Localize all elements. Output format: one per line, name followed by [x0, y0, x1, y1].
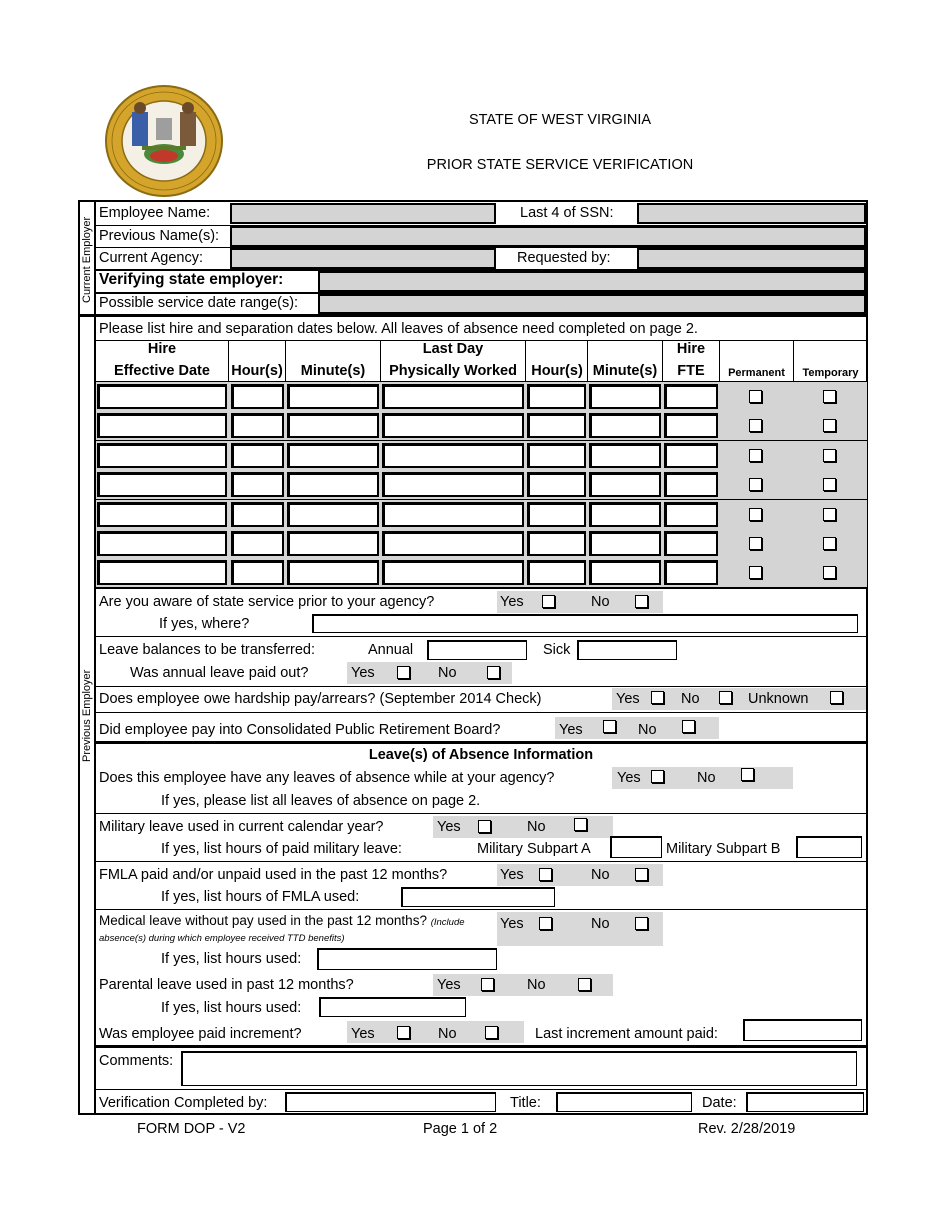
hire-date-input[interactable]	[97, 472, 227, 497]
hire-date-input[interactable]	[97, 560, 227, 585]
medical-yes-label: Yes	[500, 916, 524, 932]
fte-input[interactable]	[664, 502, 718, 527]
hardship-yes-checkbox[interactable]	[651, 691, 664, 704]
current-employer-side-label: Current Employer	[81, 216, 93, 303]
last-day-input[interactable]	[382, 531, 524, 556]
permanent-checkbox[interactable]	[749, 478, 762, 491]
last-day-input[interactable]	[382, 384, 524, 409]
hire-hours-input[interactable]	[231, 531, 284, 556]
col-hours-2: Hour(s)	[531, 363, 583, 379]
employee-name-field[interactable]	[230, 203, 496, 224]
medical-question-text: Medical leave without pay used in the past 12 months?	[99, 913, 427, 928]
aware-yes-checkbox[interactable]	[542, 595, 555, 608]
any-leave-question: Does this employee have any leaves of absence while at your agency?	[99, 770, 555, 786]
comments-field[interactable]	[181, 1051, 857, 1086]
last-minutes-input[interactable]	[589, 531, 661, 556]
hire-hours-input[interactable]	[231, 413, 284, 438]
subpart-b-label: Military Subpart B	[666, 841, 781, 857]
any-leave-yes-checkbox[interactable]	[651, 770, 664, 783]
completed-by-field[interactable]	[285, 1092, 496, 1112]
permanent-checkbox[interactable]	[749, 566, 762, 579]
temporary-checkbox[interactable]	[823, 508, 836, 521]
temporary-checkbox[interactable]	[823, 478, 836, 491]
medical-hours-field[interactable]	[317, 948, 497, 970]
annual-paid-out-question: Was annual leave paid out?	[130, 665, 309, 681]
aware-yes-label: Yes	[500, 594, 524, 610]
last-day-input[interactable]	[382, 413, 524, 438]
previous-employer-side-label: Previous Employer	[81, 669, 93, 762]
col-last-day-top: Last Day	[422, 341, 484, 357]
military-question: Military leave used in current calendar year?	[99, 819, 384, 835]
form-title: PRIOR STATE SERVICE VERIFICATION	[426, 157, 694, 173]
ssn-field[interactable]	[637, 203, 866, 224]
increment-yes-label: Yes	[351, 1026, 375, 1042]
state-seal	[104, 84, 224, 198]
fte-input[interactable]	[664, 560, 718, 585]
col-minutes-1: Minute(s)	[300, 363, 366, 379]
annual-label: Annual	[368, 642, 414, 658]
date-label: Date:	[702, 1095, 737, 1111]
hire-minutes-input[interactable]	[287, 472, 379, 497]
medical-note-1: (Include	[430, 917, 465, 928]
col-last-day-worked: Physically Worked	[389, 363, 517, 379]
last-minutes-input[interactable]	[589, 413, 661, 438]
leaves-heading: Leave(s) of Absence Information	[368, 747, 594, 763]
medical-note-2: absence(s) during which employee received TTD benefits)	[99, 933, 345, 944]
cprb-yes-checkbox[interactable]	[603, 720, 616, 733]
state-name: STATE OF WEST VIRGINIA	[468, 112, 652, 128]
col-temporary: Temporary	[802, 367, 859, 379]
parental-hours-label: If yes, list hours used:	[161, 1000, 302, 1016]
increment-no-label: No	[438, 1026, 457, 1042]
increment-no-checkbox[interactable]	[485, 1026, 498, 1039]
hardship-yes-label: Yes	[616, 691, 640, 707]
military-yes-label: Yes	[437, 819, 461, 835]
hire-hours-input[interactable]	[231, 384, 284, 409]
cprb-yes-label: Yes	[559, 722, 583, 738]
permanent-checkbox[interactable]	[749, 537, 762, 550]
medical-hours-label: If yes, list hours used:	[161, 951, 302, 967]
fte-input[interactable]	[664, 443, 718, 468]
paid-out-yes-checkbox[interactable]	[397, 666, 410, 679]
hire-hours-input[interactable]	[231, 443, 284, 468]
last-day-input[interactable]	[382, 502, 524, 527]
any-leave-no-label: No	[697, 770, 716, 786]
col-fte-top: Hire	[676, 341, 706, 357]
hire-hours-input[interactable]	[231, 502, 284, 527]
fmla-yes-checkbox[interactable]	[539, 868, 552, 881]
medical-no-label: No	[591, 916, 610, 932]
hire-minutes-input[interactable]	[287, 560, 379, 585]
subpart-b-field[interactable]	[796, 836, 862, 858]
military-no-checkbox[interactable]	[574, 818, 587, 831]
fmla-no-label: No	[591, 867, 610, 883]
parental-hours-field[interactable]	[319, 997, 466, 1017]
fmla-question: FMLA paid and/or unpaid used in the past 12 months?	[99, 867, 448, 883]
service-range-field[interactable]	[318, 294, 866, 314]
medical-yes-checkbox[interactable]	[539, 917, 552, 930]
hire-hours-input[interactable]	[231, 560, 284, 585]
hire-hours-input[interactable]	[231, 472, 284, 497]
hire-minutes-input[interactable]	[287, 413, 379, 438]
last-minutes-input[interactable]	[589, 502, 661, 527]
temporary-checkbox[interactable]	[823, 390, 836, 403]
col-permanent: Permanent	[728, 367, 785, 379]
last-hours-input[interactable]	[527, 560, 586, 585]
col-hire-effective-date: Effective Date	[114, 363, 210, 379]
aware-question: Are you aware of state service prior to your agency?	[99, 594, 435, 610]
comments-label: Comments:	[99, 1053, 174, 1069]
military-no-label: No	[527, 819, 546, 835]
if-yes-where-label: If yes, where?	[159, 616, 250, 632]
last-day-input[interactable]	[382, 443, 524, 468]
leave-balances-label: Leave balances to be transferred:	[99, 642, 316, 658]
employee-name-label: Employee Name:	[99, 205, 211, 221]
fte-input[interactable]	[664, 384, 718, 409]
temporary-checkbox[interactable]	[823, 449, 836, 462]
last-day-input[interactable]	[382, 472, 524, 497]
last-minutes-input[interactable]	[589, 384, 661, 409]
subpart-a-field[interactable]	[610, 836, 662, 858]
temporary-checkbox[interactable]	[823, 419, 836, 432]
list-on-page2-note: If yes, please list all leaves of absence on page 2.	[161, 793, 481, 809]
if-yes-where-field[interactable]	[312, 614, 858, 633]
hardship-no-checkbox[interactable]	[719, 691, 732, 704]
previous-names-field[interactable]	[230, 226, 866, 247]
permanent-checkbox[interactable]	[749, 390, 762, 403]
parental-no-label: No	[527, 977, 546, 993]
medical-question	[99, 912, 465, 932]
cprb-no-label: No	[638, 722, 657, 738]
hire-minutes-input[interactable]	[287, 531, 379, 556]
hire-minutes-input[interactable]	[287, 443, 379, 468]
hire-date-input[interactable]	[97, 531, 227, 556]
last-hours-input[interactable]	[527, 413, 586, 438]
increment-question: Was employee paid increment?	[99, 1026, 302, 1042]
cprb-question: Did employee pay into Consolidated Public Retirement Board?	[99, 722, 501, 738]
hire-date-input[interactable]	[97, 413, 227, 438]
current-agency-field[interactable]	[230, 248, 496, 269]
col-hours-1: Hour(s)	[231, 363, 283, 379]
hardship-unknown-label: Unknown	[748, 691, 809, 707]
parental-yes-label: Yes	[437, 977, 461, 993]
previous-names-label: Previous Name(s):	[99, 228, 220, 244]
verifying-employer-label: Verifying state employer:	[99, 271, 284, 288]
requested-by-label: Requested by:	[517, 250, 611, 266]
paid-out-no-checkbox[interactable]	[487, 666, 500, 679]
annual-field[interactable]	[427, 640, 527, 660]
last-hours-input[interactable]	[527, 502, 586, 527]
paid-out-yes-label: Yes	[351, 665, 375, 681]
title-field[interactable]	[556, 1092, 692, 1112]
hardship-unknown-checkbox[interactable]	[830, 691, 843, 704]
col-hire-top: Hire	[147, 341, 177, 357]
form-id: FORM DOP - V2	[137, 1121, 246, 1137]
ssn-label: Last 4 of SSN:	[520, 205, 614, 221]
sick-field[interactable]	[577, 640, 677, 660]
last-increment-field[interactable]	[743, 1019, 862, 1041]
dates-instructions: Please list hire and separation dates below. All leaves of absence need completed on page 2.	[99, 321, 698, 337]
last-minutes-input[interactable]	[589, 472, 661, 497]
fte-input[interactable]	[664, 531, 718, 556]
fmla-no-checkbox[interactable]	[635, 868, 648, 881]
permanent-checkbox[interactable]	[749, 508, 762, 521]
hire-date-input[interactable]	[97, 443, 227, 468]
any-leave-no-checkbox[interactable]	[741, 768, 754, 781]
hire-date-input[interactable]	[97, 384, 227, 409]
increment-yes-checkbox[interactable]	[397, 1026, 410, 1039]
last-hours-input[interactable]	[527, 384, 586, 409]
medical-no-checkbox[interactable]	[635, 917, 648, 930]
parental-yes-checkbox[interactable]	[481, 978, 494, 991]
current-agency-label: Current Agency:	[99, 250, 203, 266]
revision-date: Rev. 2/28/2019	[698, 1121, 796, 1137]
fte-input[interactable]	[664, 472, 718, 497]
last-increment-label: Last increment amount paid:	[535, 1026, 718, 1042]
last-hours-input[interactable]	[527, 472, 586, 497]
col-minutes-2: Minute(s)	[592, 363, 658, 379]
page-number: Page 1 of 2	[423, 1121, 498, 1137]
hire-minutes-input[interactable]	[287, 384, 379, 409]
fte-input[interactable]	[664, 413, 718, 438]
any-leave-yes-label: Yes	[617, 770, 641, 786]
paid-out-no-label: No	[438, 665, 457, 681]
parental-question: Parental leave used in past 12 months?	[99, 977, 354, 993]
subpart-a-label: Military Subpart A	[477, 841, 591, 857]
parental-no-checkbox[interactable]	[578, 978, 591, 991]
aware-no-checkbox[interactable]	[635, 595, 648, 608]
last-minutes-input[interactable]	[589, 560, 661, 585]
hardship-question: Does employee owe hardship pay/arrears? (September 2014 Check)	[99, 691, 542, 707]
last-day-input[interactable]	[382, 560, 524, 585]
last-hours-input[interactable]	[527, 443, 586, 468]
state-seal-icon	[104, 84, 224, 198]
military-yes-checkbox[interactable]	[478, 820, 491, 833]
last-hours-input[interactable]	[527, 531, 586, 556]
fmla-yes-label: Yes	[500, 867, 524, 883]
sick-label: Sick	[543, 642, 571, 658]
fmla-hours-field[interactable]	[401, 887, 555, 907]
title-label: Title:	[510, 1095, 541, 1111]
last-minutes-input[interactable]	[589, 443, 661, 468]
cprb-no-checkbox[interactable]	[682, 720, 695, 733]
verifying-employer-field[interactable]	[318, 271, 866, 292]
hardship-no-label: No	[681, 691, 700, 707]
hire-minutes-input[interactable]	[287, 502, 379, 527]
permanent-checkbox[interactable]	[749, 449, 762, 462]
hire-date-input[interactable]	[97, 502, 227, 527]
military-hours-label: If yes, list hours of paid military leave:	[161, 841, 402, 857]
temporary-checkbox[interactable]	[823, 537, 836, 550]
service-range-label: Possible service date range(s):	[99, 295, 299, 311]
requested-by-field[interactable]	[637, 248, 866, 269]
temporary-checkbox[interactable]	[823, 566, 836, 579]
fmla-hours-label: If yes, list hours of FMLA used:	[161, 889, 360, 905]
completed-by-label: Verification Completed by:	[99, 1095, 268, 1111]
permanent-checkbox[interactable]	[749, 419, 762, 432]
aware-no-label: No	[591, 594, 610, 610]
col-fte: FTE	[677, 363, 705, 379]
date-field[interactable]	[746, 1092, 864, 1112]
